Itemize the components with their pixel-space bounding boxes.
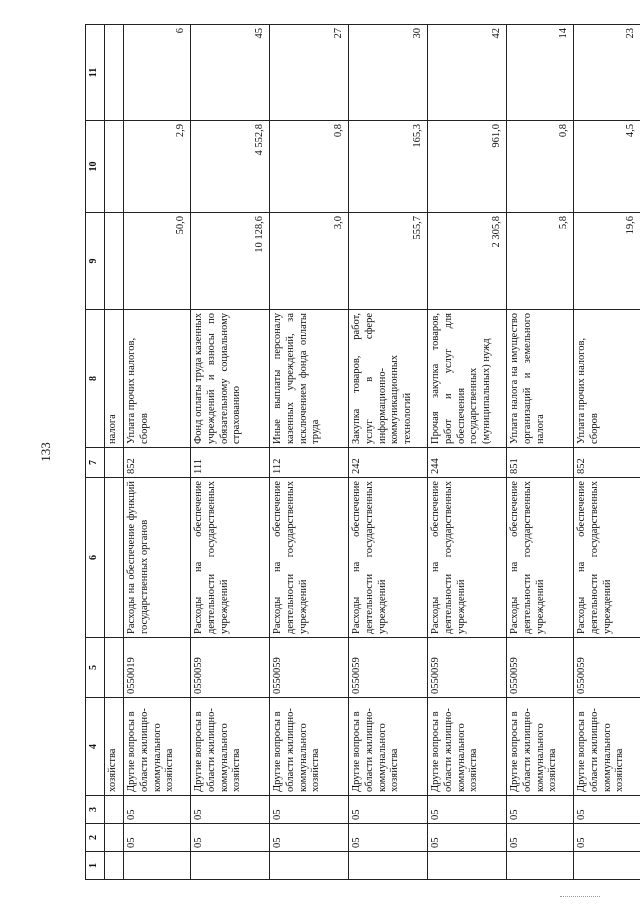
subsection-code-cell: 05 — [349, 796, 428, 824]
subsection-name-cell: Другие вопросы в области жилищно-коммунального хозяйства — [270, 698, 349, 796]
section-code-cell: 05 — [507, 824, 574, 852]
section-code-cell: 05 — [124, 824, 191, 852]
target-name-cell: Расходы на обеспечение деятельности государственных учреждений — [507, 478, 574, 638]
actual-amount-cell: 0,8 — [270, 121, 349, 213]
subsection-name-cell: Другие вопросы в области жилищно-коммунального хозяйства — [124, 698, 191, 796]
actual-amount-cell: 961,0 — [428, 121, 507, 213]
subsection-name-cell: Другие вопросы в области жилищно-коммунального хозяйства — [191, 698, 270, 796]
planned-amount-cell: 5,8 — [507, 213, 574, 310]
percent-cell: 27 — [270, 25, 349, 121]
section-code-cell: 05 — [270, 824, 349, 852]
expense-type-code-cell: 111 — [191, 448, 270, 478]
subsection-code-cell: 05 — [191, 796, 270, 824]
header-cell: 2 — [86, 824, 105, 852]
table-row — [349, 25, 428, 880]
col1-cell — [428, 852, 507, 880]
header-cell: 6 — [86, 478, 105, 638]
expense-type-code-cell: 852 — [124, 448, 191, 478]
actual-amount-cell: 4 552,8 — [191, 121, 270, 213]
header-cell: 10 — [86, 121, 105, 213]
col1-cell — [507, 852, 574, 880]
section-code-cell: 05 — [428, 824, 507, 852]
expense-type-name-cell: Закупка товаров, работ, услуг в сфере информационно-коммуникационных технологий — [349, 310, 428, 448]
target-code-cell: 0550019 — [124, 638, 191, 698]
table-cell — [105, 824, 124, 852]
subsection-code-cell: 05 — [507, 796, 574, 824]
target-name-cell: Расходы на обеспечение деятельности государственных учреждений — [574, 478, 640, 638]
table-cell — [105, 638, 124, 698]
target-code-cell: 0550059 — [507, 638, 574, 698]
actual-amount-cell: 2,9 — [124, 121, 191, 213]
table-row — [191, 25, 270, 880]
header-cell: 8 — [86, 310, 105, 448]
header-cell: 3 — [86, 796, 105, 824]
subsection-code-cell: 05 — [124, 796, 191, 824]
carry-over-row — [105, 25, 124, 880]
section-code-cell: 05 — [349, 824, 428, 852]
expense-type-name-cell: Уплата прочих налогов, сборов — [574, 310, 640, 448]
table-cell — [105, 852, 124, 880]
col1-cell — [124, 852, 191, 880]
expense-type-code-cell: 852 — [574, 448, 640, 478]
expense-type-name-cell: Прочая закупка товаров, работ и услуг для обеспечения государственных (муниципальных) нужд — [428, 310, 507, 448]
col1-cell — [574, 852, 640, 880]
subsection-code-cell: 05 — [428, 796, 507, 824]
target-name-cell: Расходы на обеспечение деятельности государственных учреждений — [349, 478, 428, 638]
carry-expense-cell: налога — [105, 310, 124, 448]
target-code-cell: 0550059 — [428, 638, 507, 698]
table-row — [428, 25, 507, 880]
table-cell — [105, 25, 124, 121]
planned-amount-cell: 50,0 — [124, 213, 191, 310]
header-cell: 7 — [86, 448, 105, 478]
page-number: 133 — [37, 442, 53, 462]
table-cell — [105, 448, 124, 478]
actual-amount-cell: 4,5 — [574, 121, 640, 213]
subsection-name-cell: Другие вопросы в области жилищно-коммунального хозяйства — [349, 698, 428, 796]
target-name-cell: Расходы на обеспечение функций государственных органов — [124, 478, 191, 638]
target-code-cell: 0550059 — [191, 638, 270, 698]
carry-section-cell: хозяйства — [105, 698, 124, 796]
table-cell — [105, 121, 124, 213]
header-cell: 5 — [86, 638, 105, 698]
planned-amount-cell: 555,7 — [349, 213, 428, 310]
header-row — [86, 25, 105, 880]
target-name-cell: Расходы на обеспечение деятельности государственных учреждений — [191, 478, 270, 638]
subsection-name-cell: Другие вопросы в области жилищно-коммунального хозяйства — [507, 698, 574, 796]
subsection-code-cell: 05 — [270, 796, 349, 824]
percent-cell: 42 — [428, 25, 507, 121]
expense-type-name-cell: Уплата прочих налогов, сборов — [124, 310, 191, 448]
expense-type-name-cell: Уплата налога на имущество организаций и земельного налога — [507, 310, 574, 448]
planned-amount-cell: 3,0 — [270, 213, 349, 310]
table-row — [507, 25, 574, 880]
col1-cell — [191, 852, 270, 880]
expense-type-code-cell: 244 — [428, 448, 507, 478]
target-name-cell: Расходы на обеспечение деятельности государственных учреждений — [270, 478, 349, 638]
percent-cell: 23 — [574, 25, 640, 121]
percent-cell: 45 — [191, 25, 270, 121]
expense-type-name-cell: Фонд оплаты труда казенных учреждений и взносы по обязательному социальному страхованию — [191, 310, 270, 448]
header-cell: 1 — [86, 852, 105, 880]
subsection-name-cell: Другие вопросы в области жилищно-коммунального хозяйства — [574, 698, 640, 796]
table-row — [270, 25, 349, 880]
col1-cell — [349, 852, 428, 880]
scan-footer-mark — [560, 896, 600, 899]
section-code-cell: 05 — [191, 824, 270, 852]
planned-amount-cell: 10 128,6 — [191, 213, 270, 310]
percent-cell: 6 — [124, 25, 191, 121]
header-cell: 11 — [86, 25, 105, 121]
table-row — [124, 25, 191, 880]
target-code-cell: 0550059 — [574, 638, 640, 698]
subsection-code-cell: 05 — [574, 796, 640, 824]
percent-cell: 30 — [349, 25, 428, 121]
planned-amount-cell: 19,6 — [574, 213, 640, 310]
expense-type-name-cell: Иные выплаты персоналу казенных учреждений, за исключением фонда оплаты труда — [270, 310, 349, 448]
header-cell: 9 — [86, 213, 105, 310]
table-cell — [105, 213, 124, 310]
target-name-cell: Расходы на обеспечение деятельности государственных учреждений — [428, 478, 507, 638]
table-cell — [105, 796, 124, 824]
section-code-cell: 05 — [574, 824, 640, 852]
budget-table — [85, 24, 640, 880]
col1-cell — [270, 852, 349, 880]
subsection-name-cell: Другие вопросы в области жилищно-коммунального хозяйства — [428, 698, 507, 796]
expense-type-code-cell: 851 — [507, 448, 574, 478]
target-code-cell: 0550059 — [349, 638, 428, 698]
header-cell: 4 — [86, 698, 105, 796]
table-cell — [105, 478, 124, 638]
table-row — [574, 25, 640, 880]
expense-type-code-cell: 242 — [349, 448, 428, 478]
expense-type-code-cell: 112 — [270, 448, 349, 478]
actual-amount-cell: 165,3 — [349, 121, 428, 213]
planned-amount-cell: 2 305,8 — [428, 213, 507, 310]
actual-amount-cell: 0,8 — [507, 121, 574, 213]
percent-cell: 14 — [507, 25, 574, 121]
rotated-budget-table — [85, 25, 637, 880]
target-code-cell: 0550059 — [270, 638, 349, 698]
